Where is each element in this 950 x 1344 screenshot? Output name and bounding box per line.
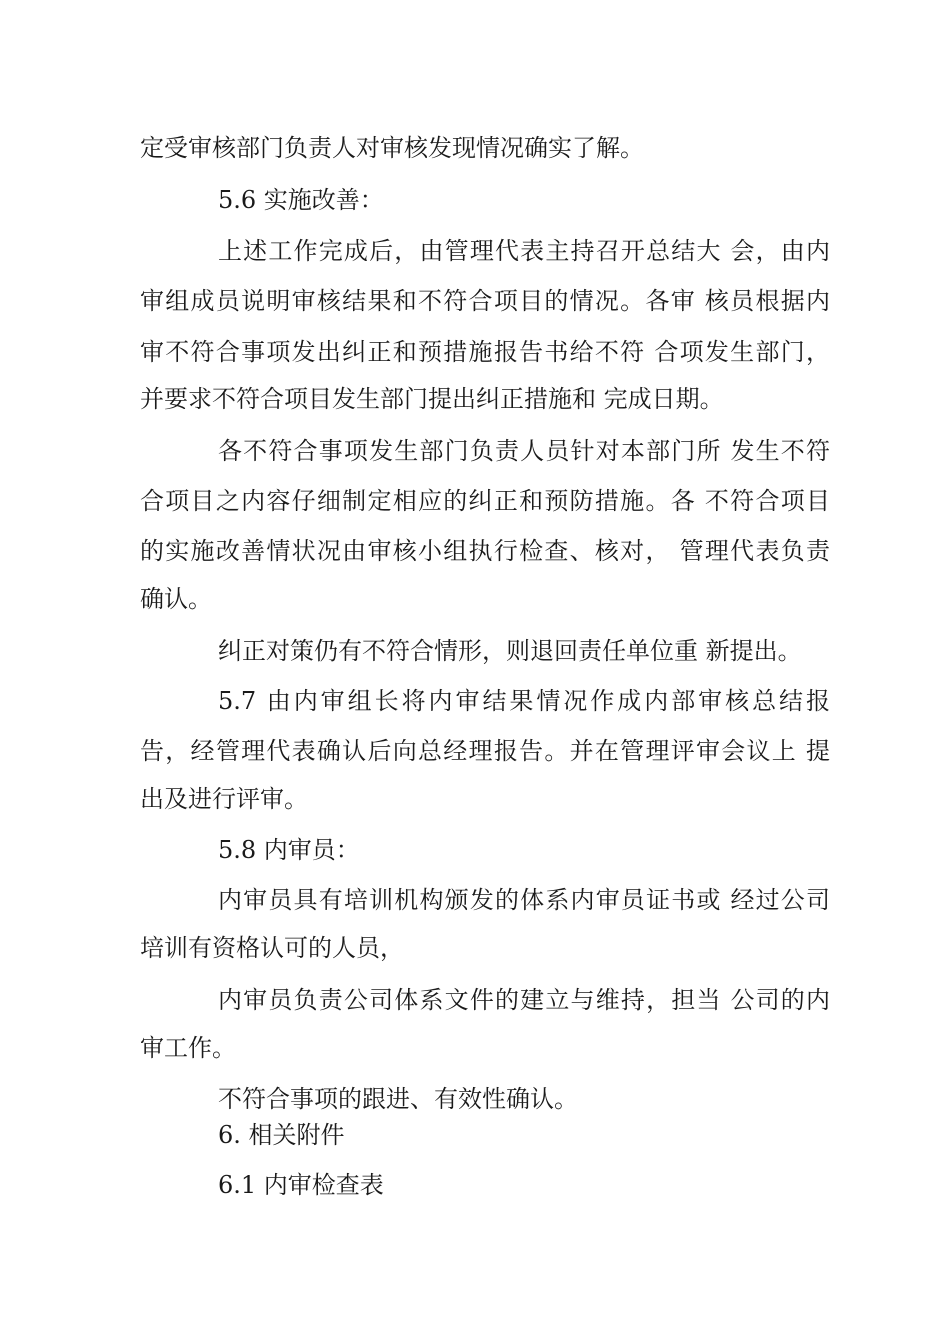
section-heading-5-7: 5.7 由内审组长将内审结果情况作成内部审核总结报 [218, 687, 830, 715]
text-line-14: 出及进行评审。 [140, 785, 308, 813]
section-heading-5-6: 5.6 实施改善： [218, 186, 384, 214]
text-line-8: 合项目之内容仔细制定相应的纠正和预防措施。各 不符合项目 [140, 487, 830, 515]
text-line-16: 内审员具有培训机构颁发的体系内审员证书或 经过公司 [218, 886, 830, 914]
text-line-10: 确认。 [140, 585, 212, 613]
text-line-19: 审工作。 [140, 1034, 236, 1062]
text-line-4: 审组成员说明审核结果和不符合项目的情况。各审 核员根据内 [140, 287, 830, 315]
text-line-13: 告，经管理代表确认后向总经理报告。并在管理评审会议上 提 [140, 737, 830, 765]
text-line-5: 审不符合事项发出纠正和预措施报告书给不符 合项发生部门， [140, 338, 830, 366]
section-heading-5-8: 5.8 内审员： [218, 836, 360, 864]
section-heading-6: 6. 相关附件 [218, 1121, 345, 1149]
text-line-7: 各不符合事项发生部门负责人员针对本部门所 发生不符 [218, 437, 830, 465]
section-heading-6-1: 6.1 内审检查表 [218, 1171, 384, 1199]
text-line-6: 并要求不符合项目发生部门提出纠正措施和 完成日期。 [140, 385, 724, 413]
text-line-9: 的实施改善情状况由审核小组执行检查、核对， 管理代表负责 [140, 537, 830, 565]
text-line-1: 定受审核部门负责人对审核发现情况确实了解。 [140, 134, 644, 162]
text-line-20: 不符合事项的跟进、有效性确认。 [218, 1085, 578, 1113]
text-line-18: 内审员负责公司体系文件的建立与维持，担当 公司的内 [218, 986, 830, 1014]
text-line-3: 上述工作完成后，由管理代表主持召开总结大 会，由内 [218, 237, 830, 265]
text-line-17: 培训有资格认可的人员， [140, 934, 404, 962]
text-line-11: 纠正对策仍有不符合情形，则退回责任单位重 新提出。 [218, 637, 802, 665]
